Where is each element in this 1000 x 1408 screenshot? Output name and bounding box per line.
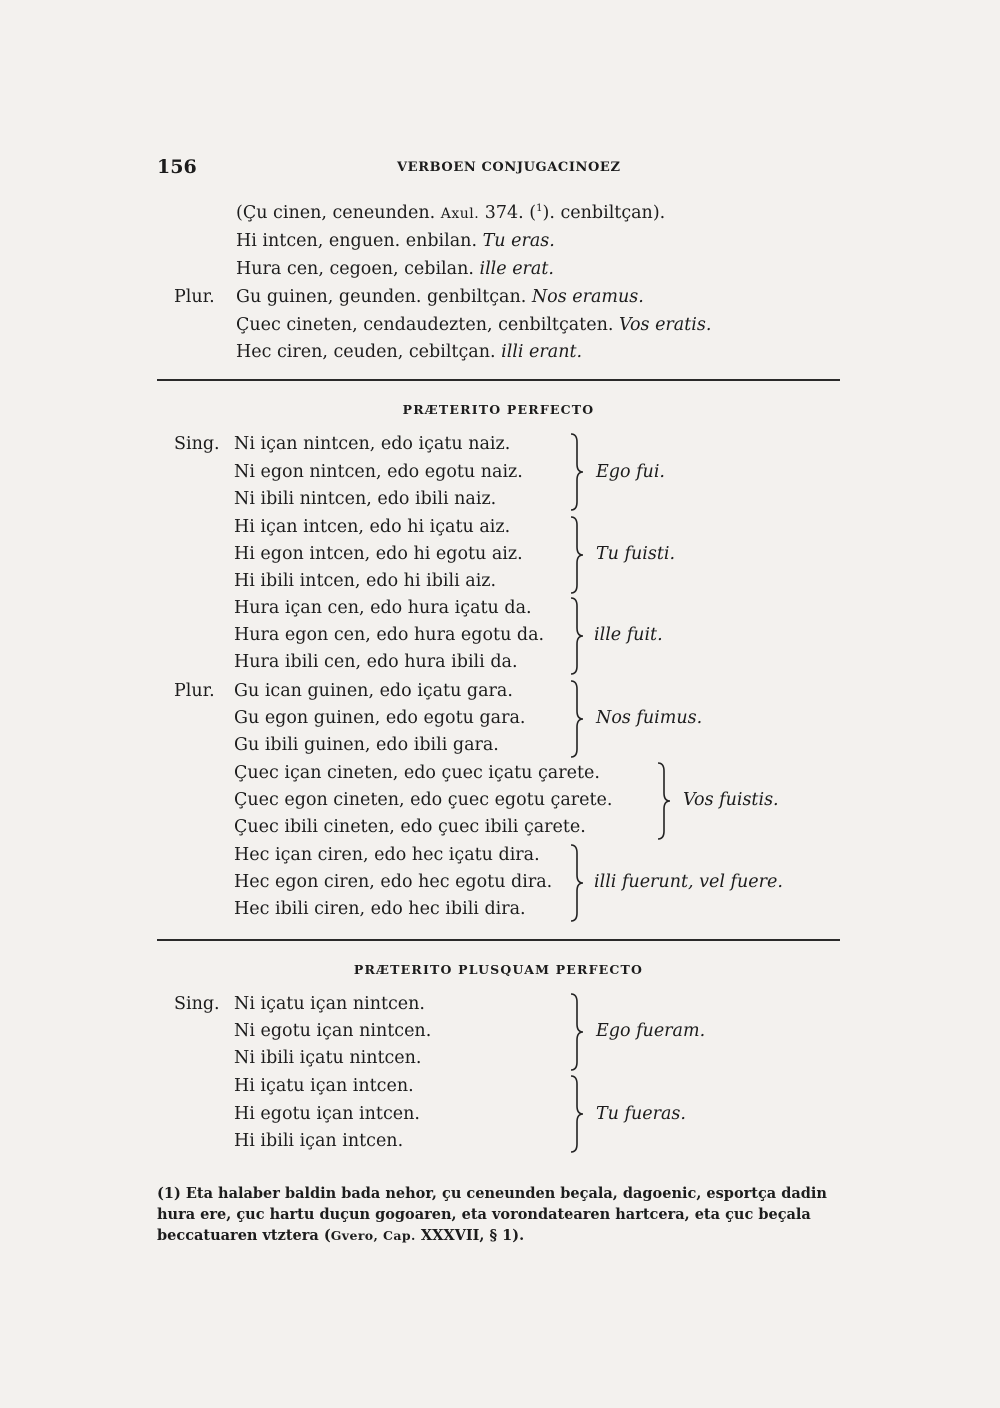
text-line: Hec içan ciren, edo hec içatu dira.: [234, 845, 540, 865]
text-line: Hi ibili intcen, edo hi ibili aiz.: [234, 571, 497, 591]
text-line: Hura ibili cen, edo hura ibili da.: [234, 652, 518, 672]
brace-icon: [568, 992, 586, 1072]
text-line: Hec ibili ciren, edo hec ibili dira.: [234, 899, 526, 919]
text-line: Ni içan nintcen, edo içatu naiz.: [234, 434, 511, 454]
text-line: Ni egon nintcen, edo egotu naiz.: [234, 462, 523, 482]
text-line: Çuec egon cineten, edo çuec egotu çarete.: [234, 790, 613, 810]
footnote: (1) Eta halaber baldin bada nehor, çu ceneunden beçala, dagoenic, esportça dadin hura ere, çuc hartu duçun gogoaren, eta vorondatearen hartcera, eta çuc beçala beccatuaren vtztera (Gvero, Cap. XXXVII, § 1).: [157, 1185, 827, 1244]
section-rule: [157, 379, 840, 381]
text-line: Çuec ibili cineten, edo çuec ibili çarete.: [234, 817, 586, 837]
brace-icon: [568, 432, 586, 512]
section-title: PRÆTERITO PLUSQUAM PERFECTO: [353, 962, 644, 977]
number-label: Plur.: [174, 287, 215, 307]
brace-icon: [568, 596, 586, 676]
text-line: Ni içatu içan nintcen.: [234, 994, 425, 1014]
text-line: Gu ibili guinen, edo ibili gara.: [234, 735, 499, 755]
latin-translation: ille fuit.: [594, 625, 663, 645]
text-line: Ni ibili nintcen, edo ibili naiz.: [234, 489, 497, 509]
text-line: Hec egon ciren, edo hec egotu dira.: [234, 872, 553, 892]
text-line: Hec ciren, ceuden, cebiltçan. illi erant.: [236, 342, 583, 362]
brace-icon: [655, 761, 673, 841]
brace-icon: [568, 679, 586, 759]
text-line: Ni ibili içatu nintcen.: [234, 1048, 422, 1068]
latin-translation: Tu fuisti.: [596, 544, 676, 564]
text-line: Hi ibili içan intcen.: [234, 1131, 404, 1151]
text-line: Gu egon guinen, edo egotu gara.: [234, 708, 526, 728]
latin-translation: Nos eramus.: [531, 287, 644, 307]
number-label: Sing.: [174, 994, 220, 1014]
text-line: (Çu cinen, ceneunden. Axul. 374. ($^1$). cenbiltçan).: [236, 203, 666, 223]
text-line: Çuec cineten, cendaudezten, cenbiltçaten. Vos eratis.: [236, 315, 712, 335]
section-title: PRÆTERITO PERFECTO: [402, 402, 595, 417]
text-line: Ni egotu içan nintcen.: [234, 1021, 432, 1041]
running-head: VERBOEN CONJUGACINOEZ: [397, 160, 621, 175]
text-line: Gu ican guinen, edo içatu gara.: [234, 681, 513, 701]
brace-icon: [568, 843, 586, 923]
text-line: Hi içatu içan intcen.: [234, 1076, 414, 1096]
text-line: Hura egon cen, edo hura egotu da.: [234, 625, 545, 645]
text-line: Hura cen, cegoen, cebilan. ille erat.: [236, 259, 554, 279]
brace-icon: [568, 515, 586, 595]
latin-translation: Tu eras.: [482, 231, 555, 251]
section-rule: [157, 939, 840, 941]
text-line: Çuec içan cineten, edo çuec içatu çarete.: [234, 763, 600, 783]
citation: Gvero, Cap.: [330, 1228, 416, 1243]
number-label: Plur.: [174, 681, 215, 701]
footnote-marker: (1): [157, 1185, 181, 1202]
latin-translation: illi erant.: [501, 342, 583, 362]
text-line: Gu guinen, geunden. genbiltçan. Nos eramus.: [236, 287, 644, 307]
latin-translation: Vos eratis.: [618, 315, 712, 335]
page-number: 156: [157, 156, 197, 178]
brace-icon: [568, 1074, 586, 1154]
number-label: Sing.: [174, 434, 220, 454]
text-line: Hi egon intcen, edo hi egotu aiz.: [234, 544, 523, 564]
latin-translation: Ego fueram.: [596, 1021, 706, 1041]
text-line: Hi içan intcen, edo hi içatu aiz.: [234, 517, 511, 537]
latin-translation: illi fuerunt, vel fuere.: [594, 872, 783, 892]
text-line: Hi egotu içan intcen.: [234, 1104, 420, 1124]
latin-translation: Vos fuistis.: [683, 790, 779, 810]
latin-translation: Tu fueras.: [596, 1104, 686, 1124]
latin-translation: ille erat.: [479, 259, 554, 279]
text-line: Hura içan cen, edo hura içatu da.: [234, 598, 532, 618]
citation: Axul.: [440, 206, 480, 222]
latin-translation: Nos fuimus.: [596, 708, 703, 728]
text-line: Hi intcen, enguen. enbilan. Tu eras.: [236, 231, 555, 251]
latin-translation: Ego fui.: [596, 462, 665, 482]
